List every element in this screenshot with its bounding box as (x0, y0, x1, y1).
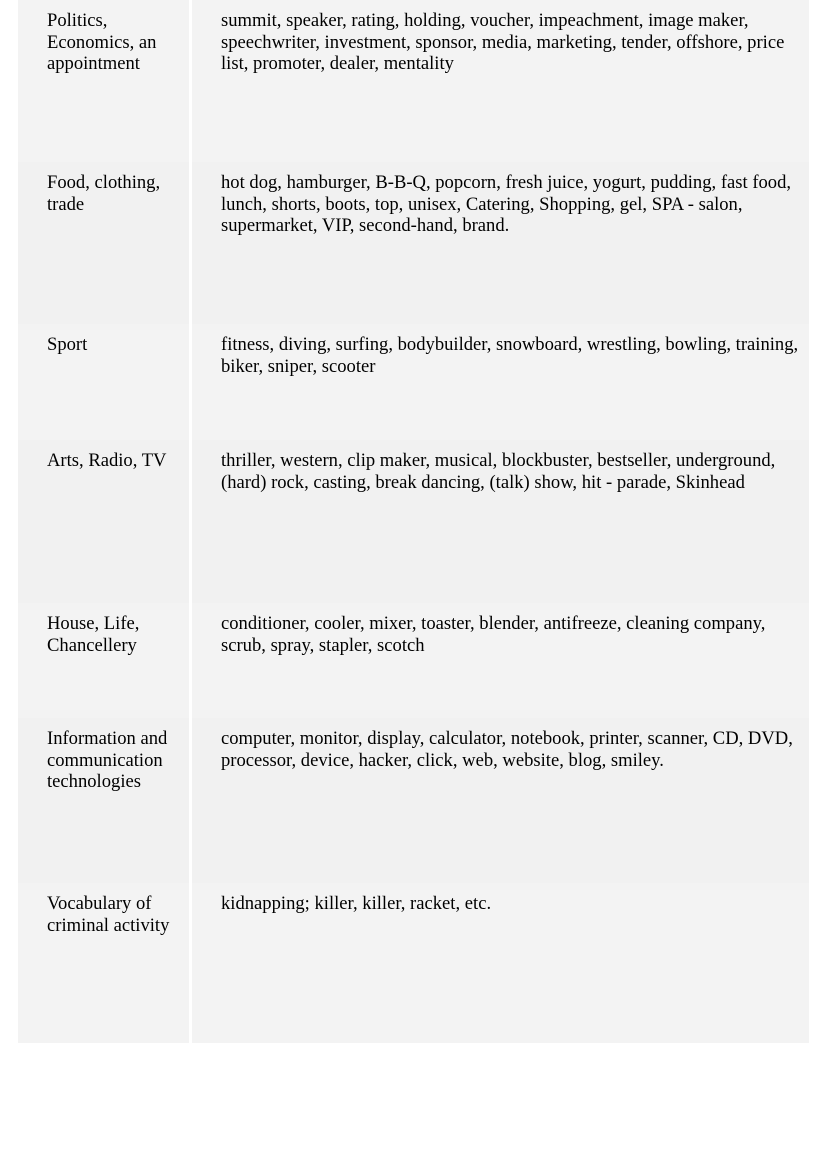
category-cell (18, 883, 192, 1043)
category-label: Vocabulary of criminal activity (47, 893, 170, 936)
word-list: conditioner, cooler, mixer, toaster, blender, antifreeze, cleaning company, scrub, spray, stapler, scotch (221, 613, 766, 656)
category-cell (18, 718, 192, 883)
table-row (18, 324, 809, 440)
category-cell (18, 162, 192, 324)
category-cell (18, 0, 192, 162)
table-row (18, 162, 809, 324)
category-label: Information and communication technologies (47, 728, 168, 793)
word-list: hot dog, hamburger, B-B-Q, popcorn, fresh juice, yogurt, pudding, fast food, lunch, shorts, boots, top, unisex, Catering, Shopping, gel, SPA - salon, supermarket, VIP, second-hand, brand. (221, 172, 792, 237)
word-list: computer, monitor, display, calculator, notebook, printer, scanner, CD, DVD, processor, device, hacker, click, web, website, blog, smiley. (221, 728, 793, 771)
category-cell (18, 603, 192, 718)
words-cell (192, 324, 809, 440)
words-cell (192, 883, 809, 1043)
word-list: thriller, western, clip maker, musical, blockbuster, bestseller, underground, (hard) rock, casting, break dancing, (talk) show, hit - parade, Skinhead (221, 450, 776, 493)
word-list: kidnapping; killer, killer, racket, etc. (221, 893, 492, 914)
table-row (18, 0, 809, 162)
table-row (18, 883, 809, 1043)
category-label: Food, clothing, trade (47, 172, 161, 215)
table-row (18, 718, 809, 883)
category-label: House, Life, Chancellery (47, 613, 140, 656)
vocabulary-table (18, 0, 809, 1043)
category-label: Arts, Radio, TV (47, 450, 167, 471)
table-row (18, 603, 809, 718)
words-cell (192, 718, 809, 883)
words-cell (192, 0, 809, 162)
word-list: summit, speaker, rating, holding, voucher, impeachment, image maker, speechwriter, investment, sponsor, media, marketing, tender, offshore, price list, promoter, dealer, mentality (221, 10, 785, 75)
words-cell (192, 162, 809, 324)
category-label: Politics, Economics, an appointment (47, 10, 157, 75)
category-cell (18, 440, 192, 603)
words-cell (192, 440, 809, 603)
table-row (18, 440, 809, 603)
word-list: fitness, diving, surfing, bodybuilder, snowboard, wrestling, bowling, training, biker, sniper, scooter (221, 334, 799, 377)
category-cell (18, 324, 192, 440)
words-cell (192, 603, 809, 718)
category-label: Sport (47, 334, 88, 355)
